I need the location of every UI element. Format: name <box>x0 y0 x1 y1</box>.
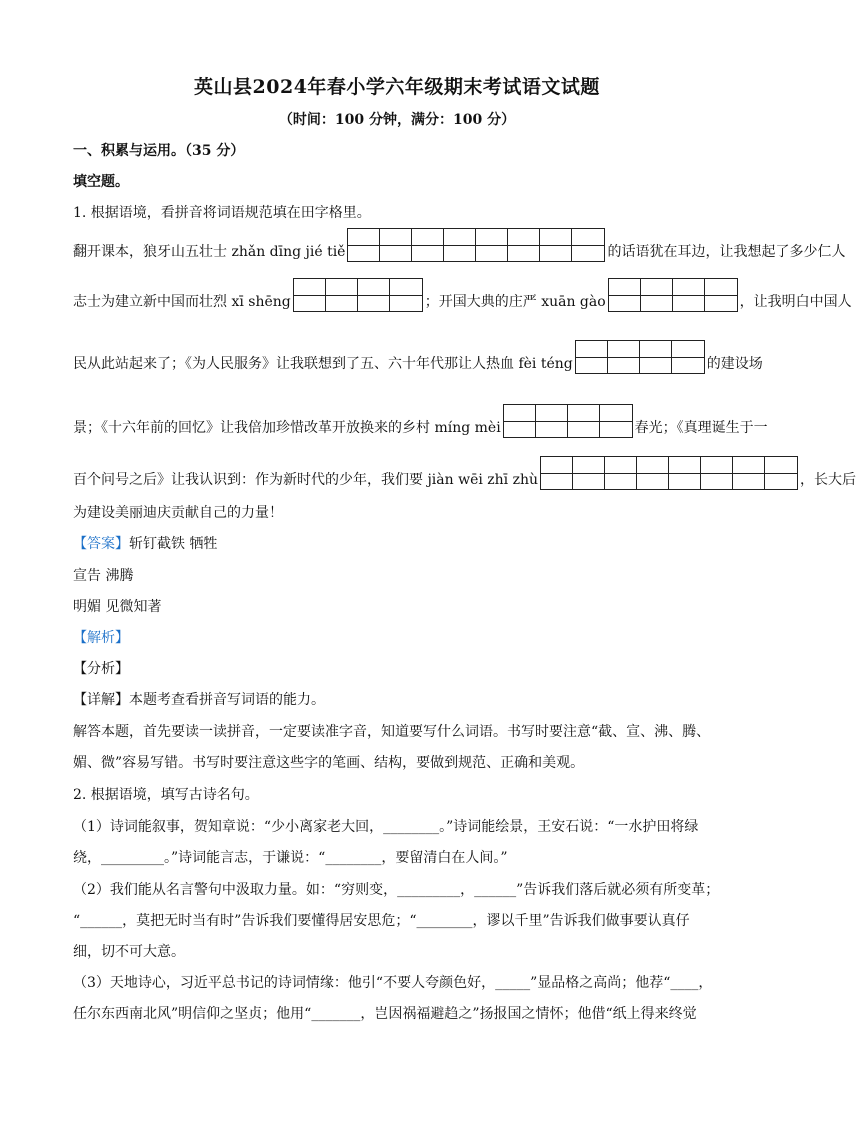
question-1-line-1 <box>73 228 845 262</box>
line-text: 民从此站起来了；《为人民服务》让我联想到了五、六十年代那让人热血 fèi téng <box>73 356 573 372</box>
grid-cell-divider <box>348 229 572 261</box>
answer-line-2: 宣告 沸腾 <box>73 568 134 584</box>
section-heading: 一、积累与运用。（35 分） <box>73 143 245 159</box>
tianzige-grid-zhan-ding-jie-tie[interactable] <box>347 228 605 262</box>
tianzige-grid-fei-teng[interactable] <box>575 340 705 374</box>
fenxi-tag: 【分析】 <box>73 661 129 677</box>
line-text: 的建设场 <box>706 356 763 372</box>
line-text: ，长大后 <box>800 472 856 488</box>
section-subheading: 填空题。 <box>73 174 129 190</box>
question-1-line-2 <box>73 278 852 312</box>
exam-info: （时间：100 分钟，满分：100 分） <box>278 112 516 128</box>
tianzige-grid-ming-mei[interactable] <box>503 404 633 438</box>
question-1-line-5 <box>73 456 856 490</box>
question-1-line-4 <box>73 404 768 438</box>
line-text: 志士为建立新中国而壮烈 xī shēng <box>73 294 291 310</box>
question-2-part-2-line-2: “______，莫把无时当有时”告诉我们要懂得居安思危；“________，谬以千里”告诉我们做事要认真仔 <box>73 913 690 929</box>
tianzige-grid-jian-wei-zhi-zhu[interactable] <box>540 456 798 490</box>
detail-block <box>73 690 325 710</box>
line-text: ，让我明白中国人 <box>739 294 852 310</box>
page-title: 英山县2024年春小学六年级期末考试语文试题 <box>194 76 600 98</box>
explanation-line-2: 媚、微”容易写错。书写时要注意这些字的笔画、结构，要做到规范、正确和美观。 <box>73 755 585 771</box>
question-2-part-1-line-1: （1）诗词能叙事，贺知章说：“少小离家老大回，________。”诗词能绘景，王安石说：“一水护田将绿 <box>73 819 699 835</box>
explanation-line-1: 解答本题，首先要读一读拼音，一定要读准字音，知道要写什么词语。书写时要注意“截、宣、沸、腾、 <box>73 724 711 740</box>
grid-cell-divider <box>609 279 705 311</box>
answer-tag: 【答案】 <box>73 536 129 552</box>
question-2-part-3-line-2: 任尔东西南北风”明信仰之坚贞；他用“_______，岂因祸福避趋之”扬报国之情怀；他借“纸上得来终觉 <box>73 1006 697 1022</box>
grid-cell-divider <box>541 457 765 489</box>
grid-cell-divider <box>504 405 600 437</box>
line-text: 百个问号之后》让我认识到：作为新时代的少年，我们要 jiàn wēi zhī zhù <box>73 472 539 488</box>
tianzige-grid-xi-sheng[interactable] <box>293 278 423 312</box>
line-text: 的话语犹在耳边，让我想起了多少仁人 <box>607 244 846 260</box>
answer-text: 斩钉截铁 牺牲 <box>129 536 218 552</box>
line-text: 春光；《真理诞生于一 <box>634 420 768 436</box>
detail-tag: 【详解】 <box>73 692 129 708</box>
question-1-line-3 <box>73 340 763 374</box>
question-1-prompt: 1. 根据语境，看拼音将词语规范填在田字格里。 <box>73 205 371 221</box>
analysis-tag: 【解析】 <box>73 630 129 646</box>
grid-cell-divider <box>294 279 390 311</box>
grid-cell-divider <box>576 341 672 373</box>
question-2-part-3-line-1: （3）天地诗心，习近平总书记的诗词情缘：他引“不要人夸颜色好，_____”显品格之高尚；他荐“____， <box>73 975 713 991</box>
detail-text: 本题考查看拼音写词语的能力。 <box>129 692 325 708</box>
question-2-part-2-line-3: 细，切不可大意。 <box>73 944 185 960</box>
line-text: 翻开课本，狼牙山五壮士 zhǎn dīng jié tiě <box>73 244 346 260</box>
line-text: 景；《十六年前的回忆》让我倍加珍惜改革开放换来的乡村 míng mèi <box>73 420 501 436</box>
question-2-prompt: 2. 根据语境，填写古诗名句。 <box>73 787 259 803</box>
line-text: ；开国大典的庄严 xuān gào <box>424 294 606 310</box>
answer-block <box>73 534 217 554</box>
question-2-part-1-line-2: 绕，_________。”诗词能言志，于谦说：“________，要留清白在人间。” <box>73 850 508 866</box>
question-2-part-2-line-1: （2）我们能从名言警句中汲取力量。如：“穷则变，_________，______”告诉我们落后就必须有所变革； <box>73 882 720 898</box>
answer-line-3: 明媚 见微知著 <box>73 599 162 615</box>
tianzige-grid-xuan-gao[interactable] <box>608 278 738 312</box>
question-1-line-6: 为建设美丽迪庆贡献自己的力量！ <box>73 505 283 521</box>
